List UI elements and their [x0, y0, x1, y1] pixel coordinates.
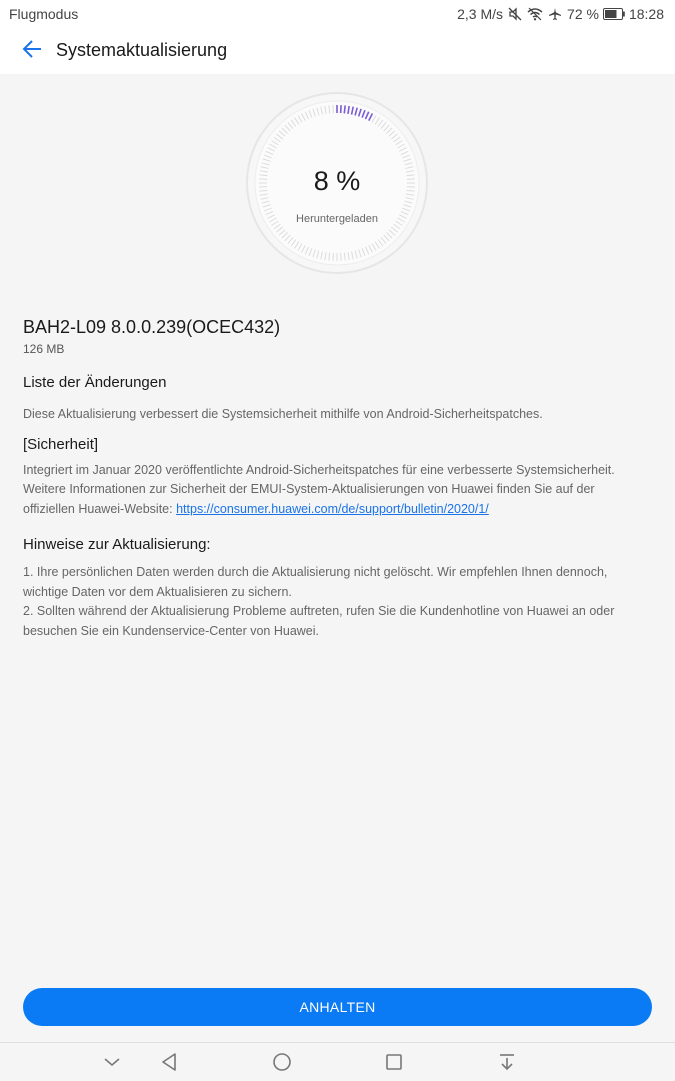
arrow-left-icon	[22, 40, 42, 63]
hint-item: 2. Sollten während der Aktualisierung Probleme auftreten, rufen Sie die Kundenhotline von Huawei an oder besuchen Sie ein Kundenservice-Center von Huawei.	[23, 602, 648, 641]
notification-pull-icon[interactable]	[495, 1050, 519, 1074]
security-text	[23, 461, 648, 520]
status-indicators	[457, 6, 664, 22]
back-button[interactable]	[16, 36, 48, 66]
progress-percent: 8 %	[245, 166, 429, 197]
hint-item: 1. Ihre persönlichen Daten werden durch die Aktualisierung nicht gelöscht. Wir empfehlen Ihnen dennoch, wichtige Daten vor dem Aktualisieren zu sichern.	[23, 563, 648, 602]
hints-list	[23, 563, 648, 641]
update-version: BAH2-L09 8.0.0.239(OCEC432)	[23, 316, 648, 338]
mute-icon	[507, 6, 523, 22]
progress-label: Heruntergeladen	[245, 213, 429, 225]
status-mode: Flugmodus	[9, 6, 78, 22]
download-progress-ring	[245, 91, 429, 275]
battery-icon	[603, 6, 625, 22]
clock: 18:28	[629, 6, 664, 22]
progress-tick-filled	[344, 105, 345, 113]
security-description: Integriert im Januar 2020 veröffentlichte Android-Sicherheitspatches für eine verbesserte Systemsicherheit. Weitere Informationen zur Sicherheit der EMUI-System-Aktualisierungen von Huawei finden Sie auf der offiziellen Huawei-Website:	[23, 463, 615, 516]
navigation-bar	[0, 1042, 675, 1081]
back-triangle-icon[interactable]	[157, 1050, 181, 1074]
changes-intro: Diese Aktualisierung verbessert die Systemsicherheit mithilfe von Android-Sicherheitspatches.	[23, 405, 648, 425]
network-speed: 2,3 M/s	[457, 6, 503, 22]
battery-percent: 72 %	[567, 6, 599, 22]
changes-title: Liste der Änderungen	[23, 373, 648, 393]
page-title: Systemaktualisierung	[56, 40, 227, 61]
home-circle-icon[interactable]	[270, 1050, 294, 1074]
hints-title: Hinweise zur Aktualisierung:	[23, 535, 648, 555]
update-size: 126 MB	[23, 341, 648, 357]
recents-square-icon[interactable]	[382, 1050, 406, 1074]
security-bulletin-link[interactable]: https://consumer.huawei.com/de/support/bulletin/2020/1/	[176, 502, 489, 516]
wifi-icon	[527, 6, 543, 22]
chevron-down-icon[interactable]	[100, 1050, 124, 1074]
pause-button[interactable]: ANHALTEN	[23, 988, 652, 1026]
security-heading: [Sicherheit]	[23, 435, 648, 455]
update-details	[23, 316, 648, 641]
status-bar	[0, 0, 675, 28]
airplane-icon	[547, 6, 563, 22]
app-bar	[0, 28, 675, 74]
